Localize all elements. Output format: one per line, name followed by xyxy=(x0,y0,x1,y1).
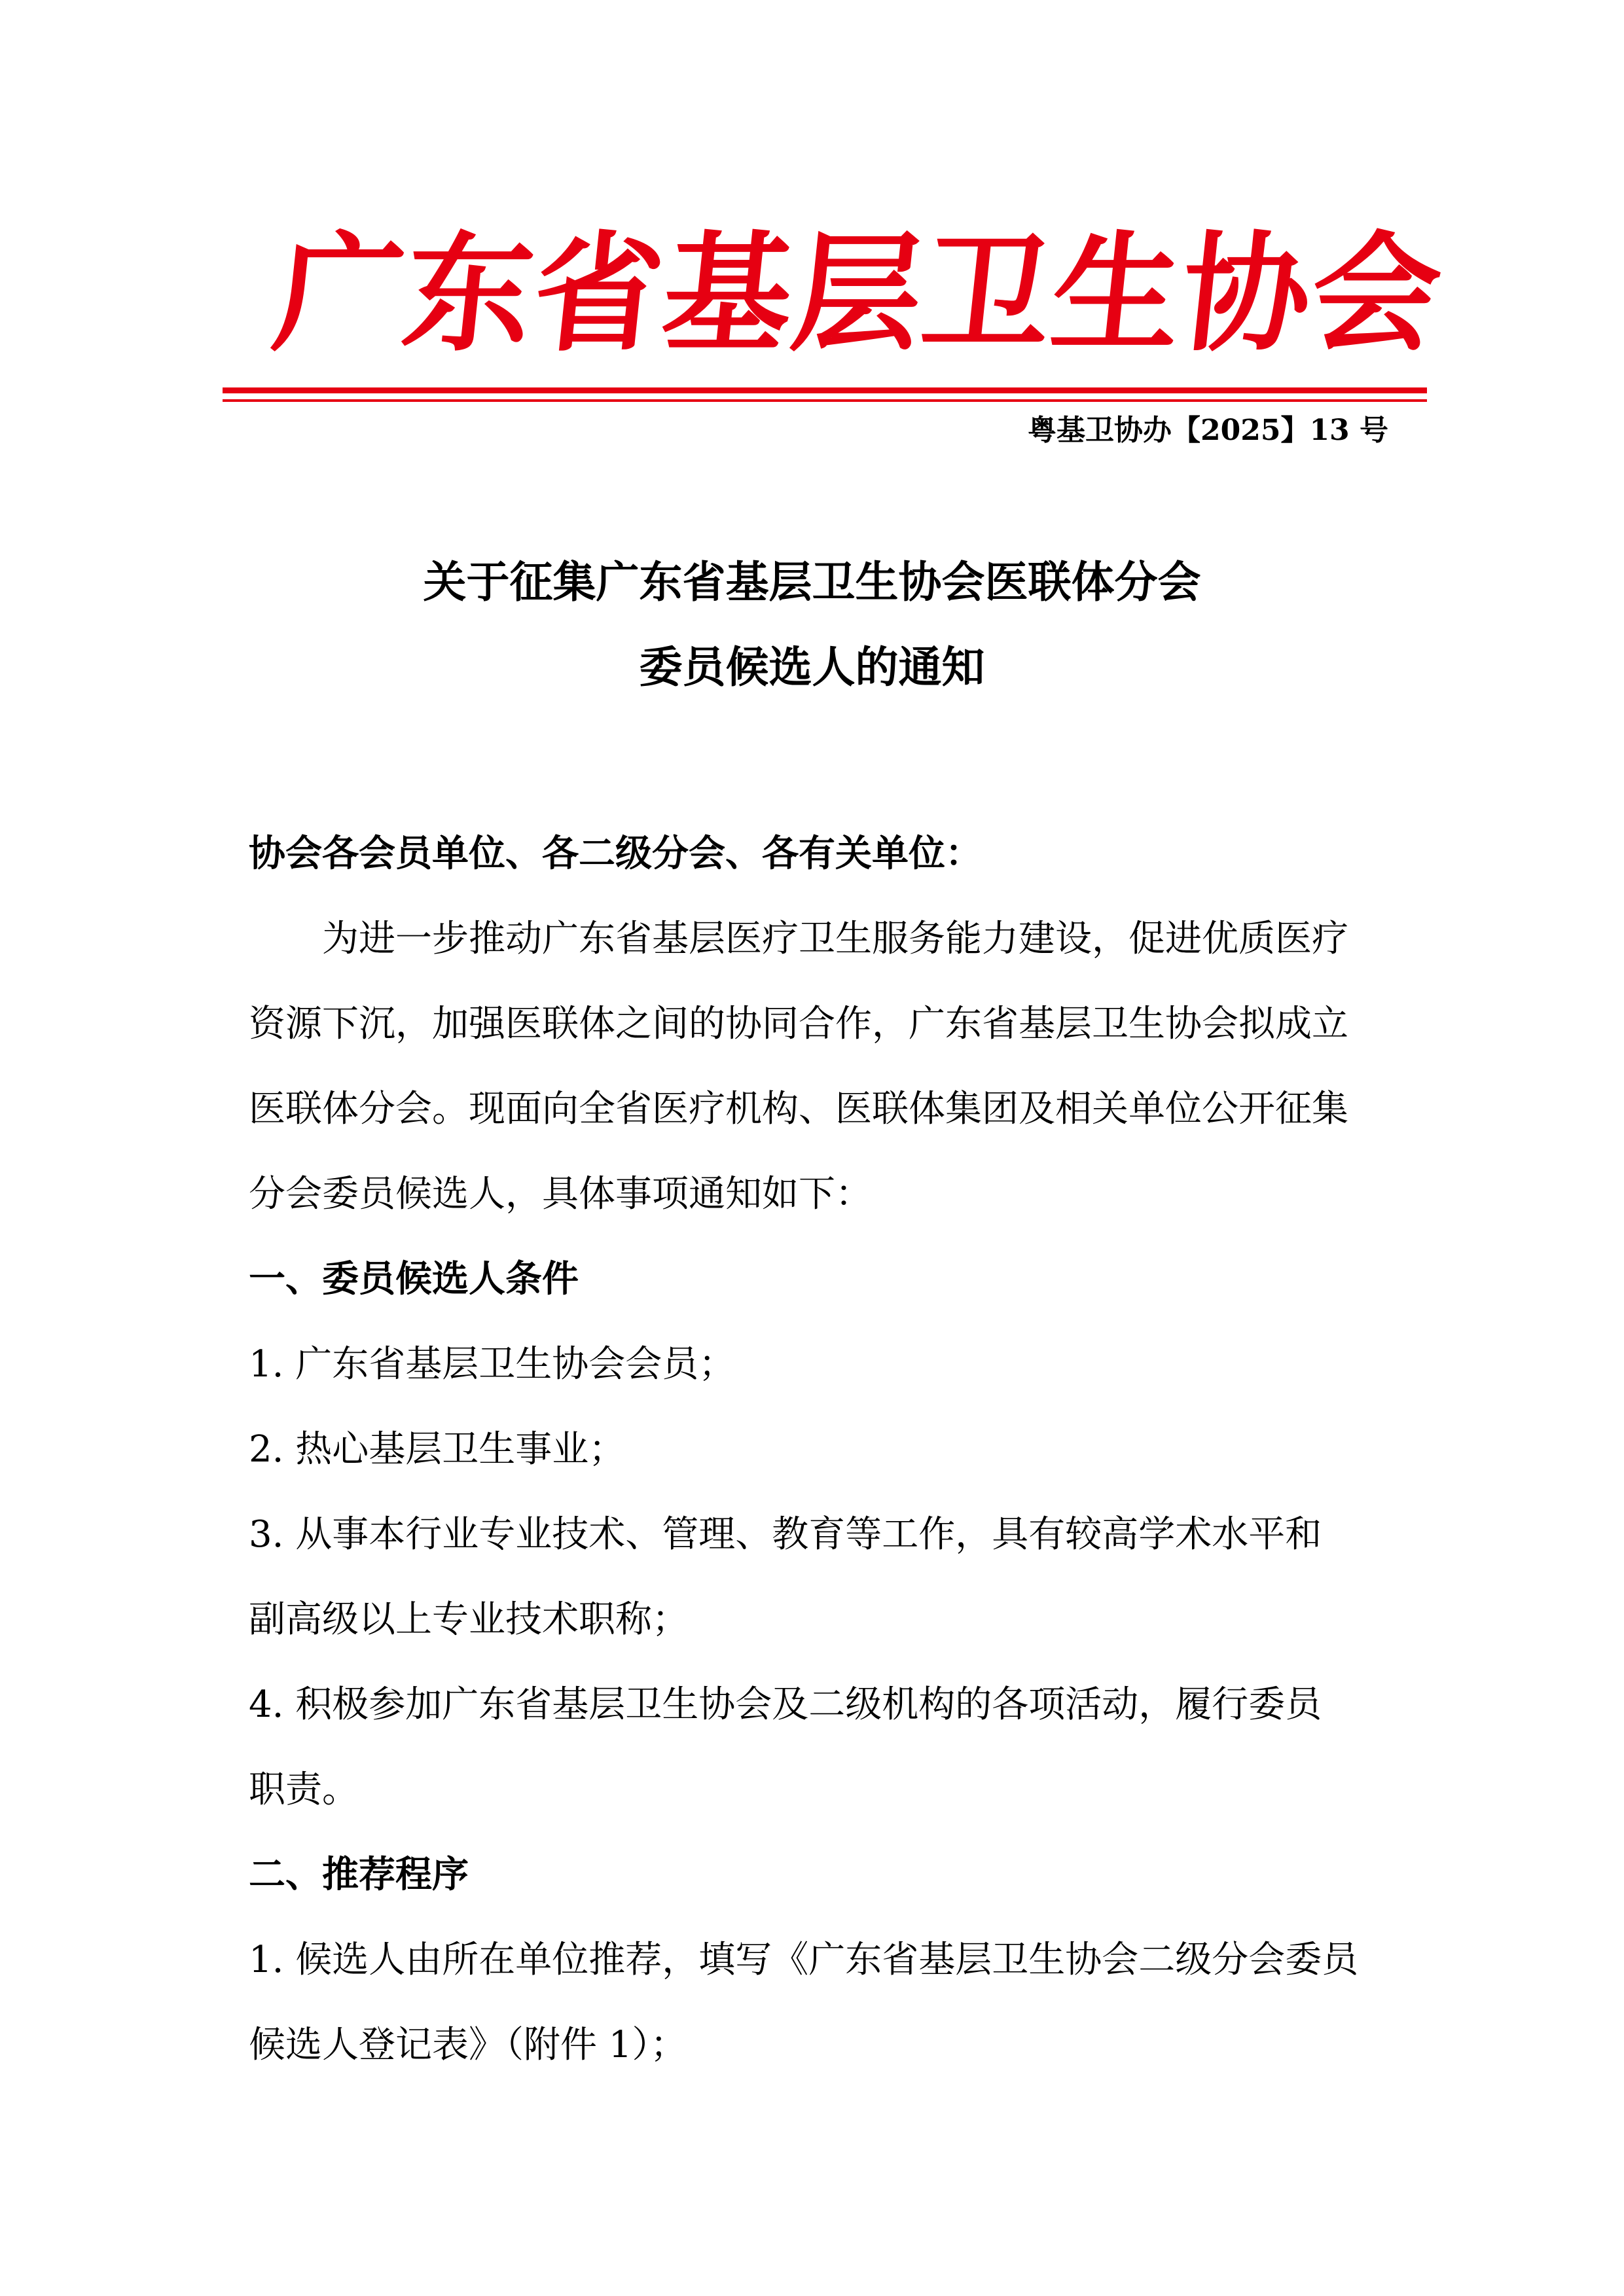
salutation: 协会各会员单位、各二级分会、各有关单位： xyxy=(249,833,982,875)
document-title-line-1: 关于征集广东省基层卫生协会医联体分会 xyxy=(423,557,1201,607)
masthead-org-name: 广东省基层卫生协会 xyxy=(267,220,1449,369)
section-heading-candidate-conditions: 一、委员候选人条件 xyxy=(249,1258,579,1300)
condition-line: 3. 从事本行业专业技术、管理、教育等工作，具有较高学术水平和 xyxy=(249,1513,1322,1556)
section-heading-recommendation-procedure: 二、推荐程序 xyxy=(249,1854,469,1896)
intro-line: 分会委员候选人，具体事项通知如下： xyxy=(249,1173,872,1215)
condition-line: 副高级以上专业技术职称； xyxy=(249,1598,689,1641)
document-body xyxy=(249,812,1388,2088)
document-title-line-2: 委员候选人的通知 xyxy=(639,642,985,692)
intro-line: 资源下沉，加强医联体之间的协同合作，广东省基层卫生协会拟成立 xyxy=(249,1003,1348,1045)
condition-line: 1. 广东省基层卫生协会会员； xyxy=(249,1343,736,1386)
condition-line: 4. 积极参加广东省基层卫生协会及二级机构的各项活动，履行委员 xyxy=(249,1683,1322,1726)
masthead-red-rule-thin xyxy=(223,399,1427,402)
intro-line: 为进一步推动广东省基层医疗卫生服务能力建设，促进优质医疗 xyxy=(322,918,1348,960)
intro-line: 医联体分会。现面向全省医疗机构、医联体集团及相关单位公开征集 xyxy=(249,1088,1348,1130)
procedure-line: 1. 候选人由所在单位推荐，填写《广东省基层卫生协会二级分会委员 xyxy=(249,1939,1359,1981)
condition-line: 职责。 xyxy=(249,1768,359,1811)
procedure-line: 候选人登记表》（附件 1）； xyxy=(249,2024,687,2066)
condition-line: 2. 热心基层卫生事业； xyxy=(249,1428,626,1471)
masthead-red-rule xyxy=(223,387,1427,393)
document-number: 粤基卫协办【2025】13 号 xyxy=(1027,414,1388,447)
